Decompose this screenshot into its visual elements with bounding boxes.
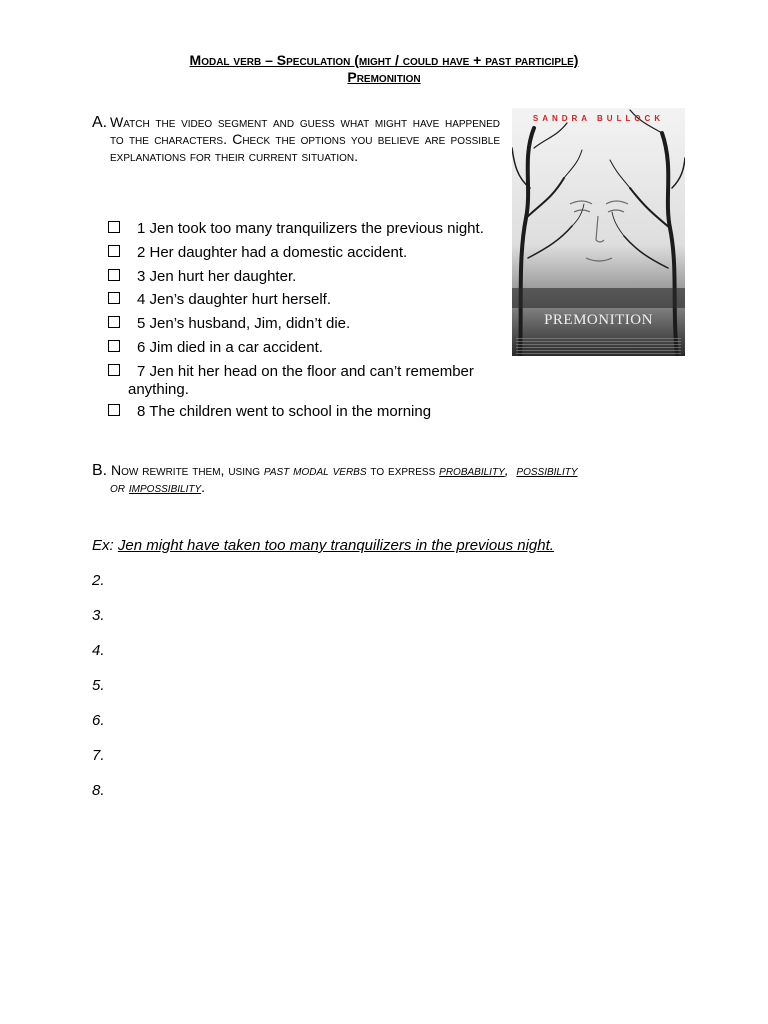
example-answer-text: Jen might have taken too many tranquilizers in the previous night. <box>117 537 554 554</box>
section-b-emph-probability: probability <box>439 462 505 478</box>
poster-credits-block <box>516 338 681 354</box>
option-6-label: 6 Jim died in a car accident. <box>137 339 323 356</box>
section-b-instruction <box>92 462 696 496</box>
section-b-comma: , <box>504 462 509 478</box>
answer-line-3: 3. <box>92 607 105 624</box>
worksheet-subtitle: Premonition <box>347 69 421 85</box>
movie-poster <box>512 108 685 356</box>
option-8-label: 8 The children went to school in the morning <box>137 403 432 420</box>
option-4-label: 4 Jen’s daughter hurt herself. <box>137 291 332 308</box>
section-b-text-3: or <box>110 479 125 495</box>
option-3-checkbox[interactable] <box>108 269 120 281</box>
option-7-label: 7 Jen hit her head on the floor and can’t remember <box>137 363 474 380</box>
option-7-checkbox[interactable] <box>108 364 120 376</box>
answer-line-4: 4. <box>92 642 105 659</box>
section-a-text-first: Watch the video segment and guess what might have <box>110 114 440 130</box>
option-2-checkbox[interactable] <box>108 245 120 257</box>
option-1-checkbox[interactable] <box>108 221 120 233</box>
option-1-label: 1 Jen took too many tranquilizers the previous night. <box>137 220 484 237</box>
section-a-instruction <box>92 114 500 165</box>
poster-title: PREMONITION <box>544 312 653 328</box>
answer-line-6: 6. <box>92 712 105 729</box>
section-a-text-rest: happened to the characters. Check the options you believe are possible explanations for their current situation. <box>110 114 501 164</box>
section-b-line-2 <box>92 479 696 496</box>
option-4-checkbox[interactable] <box>108 292 120 304</box>
example-answer <box>92 537 554 555</box>
option-2-label: 2 Her daughter had a domestic accident. <box>137 244 408 261</box>
option-3-label: 3 Jen hurt her daughter. <box>137 268 297 285</box>
worksheet-title: Modal verb – Speculation (might / could have + past participle) <box>189 52 579 68</box>
section-b-letter: B. <box>92 462 108 479</box>
answer-line-2: 2. <box>92 572 105 589</box>
section-a-text <box>92 114 500 165</box>
section-b-line-1 <box>92 462 696 479</box>
option-5-label: 5 Jen’s husband, Jim, didn’t die. <box>137 315 351 332</box>
answer-line-5: 5. <box>92 677 105 694</box>
poster-actor-name: SANDRA BULLOCK <box>532 114 665 123</box>
section-b-emph-possibility: possibility <box>516 462 578 478</box>
option-6-checkbox[interactable] <box>108 340 120 352</box>
section-a-letter: A. <box>92 114 108 131</box>
section-b-emph-impossibility: impossibility <box>128 479 202 495</box>
example-prefix: Ex: <box>92 537 114 554</box>
option-8-checkbox[interactable] <box>108 404 120 416</box>
section-b-period: . <box>201 479 206 495</box>
option-7-continuation: anything. <box>128 381 189 398</box>
option-5-checkbox[interactable] <box>108 316 120 328</box>
section-b-text-1: Now rewrite them, using <box>111 462 261 478</box>
section-b-text-2: to express <box>370 462 436 478</box>
answer-line-7: 7. <box>92 747 105 764</box>
section-b-emph-modal: past modal verbs <box>263 462 367 478</box>
answer-line-8: 8. <box>92 782 105 799</box>
